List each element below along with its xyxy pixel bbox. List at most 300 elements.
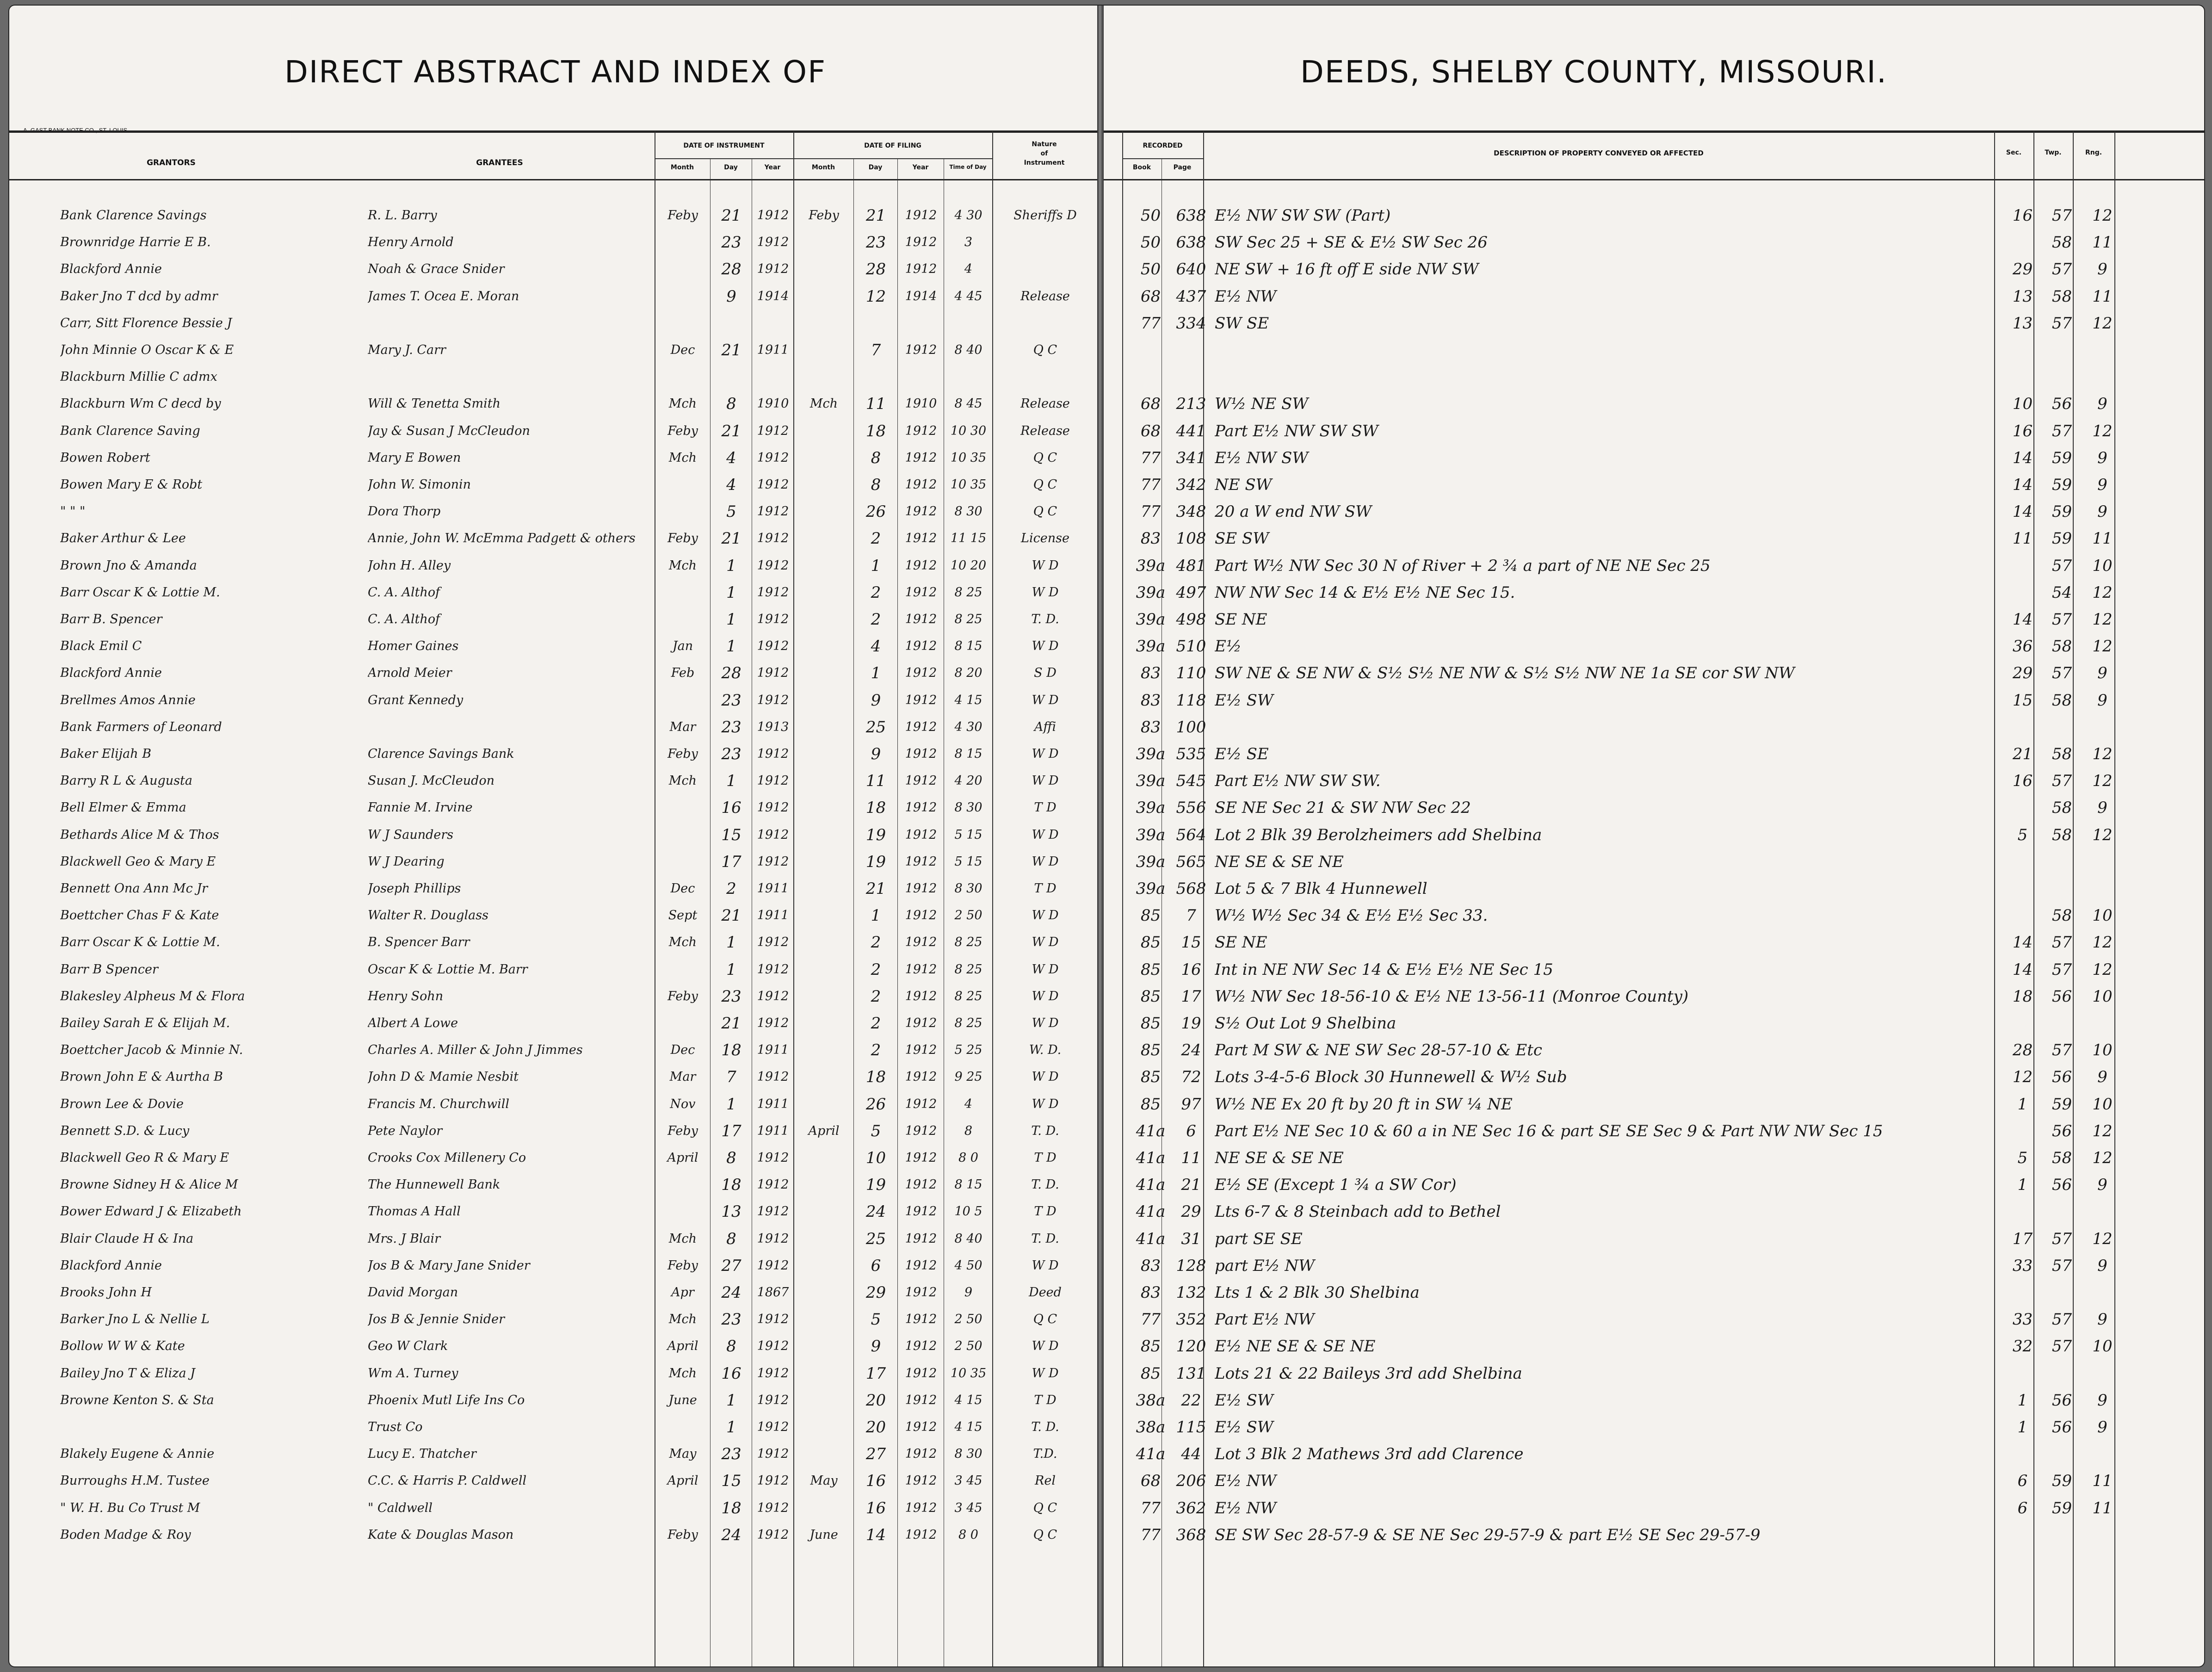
grantee-cell: Noah & Grace Snider [368, 262, 505, 277]
instrument-day-cell: 23 [721, 233, 741, 252]
page-cell: 362 [1176, 1499, 1206, 1517]
table-row [9, 1171, 2204, 1198]
filing-day-cell: 19 [865, 1176, 886, 1195]
page-cell: 568 [1176, 879, 1206, 898]
page-cell: 22 [1181, 1391, 1201, 1410]
recorded-header: RECORDED [1143, 142, 1183, 149]
book-cell: 39a [1136, 637, 1166, 656]
rng-cell: 10 [2092, 906, 2113, 925]
filing-month-cell: Mch [809, 396, 838, 411]
table-row [9, 1091, 2204, 1118]
twp-cell: 58 [2051, 906, 2072, 925]
filing-time-cell: 5 15 [954, 827, 982, 842]
twp-cell: 58 [2051, 825, 2072, 844]
table-row [9, 1468, 2204, 1494]
nature-cell: W D [1032, 693, 1059, 707]
twp-cell: 59 [2051, 1095, 2072, 1114]
description-cell: E½ NW SW SW (Part) [1215, 206, 1391, 225]
grantee-cell: Crooks Cox Millenery Co [368, 1151, 526, 1165]
nature-cell: Release [1020, 396, 1070, 411]
grantor-cell: Blackburn Wm C decd by [60, 396, 221, 411]
grantor-cell: Blackburn Millie C admx [60, 370, 217, 384]
table-row [9, 714, 2204, 741]
grantor-cell: Brown John E & Aurtha B [60, 1070, 223, 1084]
filing-day-cell: 4 [871, 637, 881, 656]
twp-cell: 59 [2051, 1499, 2072, 1517]
twp-cell: 57 [2051, 933, 2072, 952]
grantor-cell: Blair Claude H & Ina [60, 1231, 194, 1246]
table-row [9, 1279, 2204, 1306]
rng-cell: 9 [2097, 1256, 2107, 1275]
book-cell: 85 [1140, 933, 1161, 952]
book-cell: 77 [1140, 1525, 1161, 1544]
nature-cell: T D [1034, 1151, 1057, 1165]
instrument-year-cell: 1911 [757, 881, 789, 896]
filing-year-cell: 1914 [905, 289, 937, 303]
description-cell: E½ SW [1215, 1418, 1273, 1437]
twp-cell: 59 [2051, 502, 2072, 521]
filing-time-cell: 4 50 [954, 1258, 982, 1273]
description-cell: Int in NE NW Sec 14 & E½ E½ NE Sec 15 [1215, 960, 1553, 979]
instrument-month-cell: Mch [668, 558, 697, 573]
table-row [9, 229, 2204, 256]
sec-cell: 12 [2012, 1068, 2033, 1087]
rng-cell: 9 [2097, 691, 2107, 710]
filing-time-cell: 4 30 [954, 208, 982, 223]
instrument-day-cell: 1 [726, 1391, 736, 1410]
filing-year-cell: 1912 [905, 800, 937, 815]
grantor-cell: Boden Madge & Roy [60, 1527, 191, 1542]
filing-day-cell: 9 [871, 745, 881, 763]
sec-cell: 16 [2012, 421, 2033, 440]
sec-cell: 11 [2012, 529, 2033, 548]
header-rule [1104, 130, 2204, 133]
filing-day-cell: 29 [865, 1283, 886, 1302]
date-filing-header: DATE OF FILING [864, 142, 921, 149]
grantee-cell: Mary J. Carr [368, 343, 446, 357]
nature-cell: T D [1034, 800, 1057, 815]
grantee-cell: Clarence Savings Bank [368, 747, 514, 761]
page-cell: 29 [1181, 1202, 1201, 1221]
book-cell: 85 [1140, 1337, 1161, 1356]
filing-day-cell: 2 [871, 1014, 881, 1033]
filing-year-cell: 1912 [905, 1177, 937, 1192]
sec-header: Sec. [2006, 149, 2022, 156]
filing-day-cell: 12 [865, 287, 886, 306]
rng-cell: 12 [2092, 1121, 2113, 1140]
table-row [9, 498, 2204, 525]
instrument-day-cell: 24 [721, 1283, 741, 1302]
nature-cell: W D [1032, 1339, 1059, 1354]
table-row [9, 1387, 2204, 1414]
book-cell: 83 [1140, 1256, 1161, 1275]
grantor-cell: Blackford Annie [60, 262, 162, 277]
grantor-cell: " " " [60, 504, 86, 519]
twp-cell: 57 [2051, 206, 2072, 225]
page-cell: 556 [1176, 799, 1206, 817]
description-cell: Part E½ NW SW SW [1215, 421, 1378, 440]
grantee-cell: Henry Arnold [368, 235, 454, 250]
book-cell: 41a [1136, 1202, 1166, 1221]
table-row [9, 1226, 2204, 1252]
nature-cell: T. D. [1031, 1123, 1059, 1138]
grantor-cell: John Minnie O Oscar K & E [60, 343, 234, 357]
filing-day-cell: 18 [865, 1068, 886, 1087]
filing-year-cell: 1912 [905, 1043, 937, 1058]
instrument-year-cell: 1912 [757, 1339, 789, 1354]
filing-year-cell: 1912 [905, 881, 937, 896]
table-row [9, 1333, 2204, 1360]
filing-day-cell: 27 [865, 1445, 886, 1464]
instrument-year-cell: 1911 [757, 1096, 789, 1111]
filing-day-cell: 20 [865, 1391, 886, 1410]
instrument-year-cell: 1911 [757, 908, 789, 923]
description-cell: Lot 3 Blk 2 Mathews 3rd add Clarence [1215, 1445, 1524, 1464]
page-cell: 510 [1176, 637, 1206, 656]
sec-cell: 14 [2012, 933, 2033, 952]
instrument-month-cell: Mar [669, 719, 696, 734]
filing-year-cell: 1910 [905, 396, 937, 411]
description-cell: Part E½ NE Sec 10 & 60 a in NE Sec 16 & part SE SE Sec 9 & Part NW NW Sec 15 [1215, 1121, 1883, 1140]
grantor-cell: Brown Lee & Dovie [60, 1096, 184, 1111]
filing-time-cell: 11 15 [950, 531, 987, 546]
nature-cell: T. D. [1031, 612, 1059, 626]
twp-cell: 59 [2051, 529, 2072, 548]
sec-cell: 1 [2017, 1418, 2028, 1437]
description-cell: Part W½ NW Sec 30 N of River + 2 ¾ a part of NE NE Sec 25 [1215, 556, 1711, 575]
page-header: Page [1173, 164, 1192, 171]
table-row [9, 1252, 2204, 1279]
grantee-cell: Annie, John W. McEmma Padgett & others [368, 531, 636, 546]
filing-time-cell: 4 15 [954, 693, 982, 707]
filing-year-header: Year [912, 164, 929, 171]
filing-year-cell: 1912 [905, 774, 937, 788]
filing-year-cell: 1912 [905, 1016, 937, 1030]
nature-cell: Q C [1033, 1527, 1057, 1542]
grantor-cell: Brooks John H [60, 1285, 152, 1300]
table-row [9, 1064, 2204, 1090]
instrument-year-cell: 1912 [757, 423, 789, 438]
filing-time-cell: 8 40 [954, 343, 982, 357]
rng-cell: 9 [2097, 1310, 2107, 1329]
instrument-year-cell: 1912 [757, 1204, 789, 1219]
book-cell: 39a [1136, 610, 1166, 629]
grantee-cell: David Morgan [368, 1285, 458, 1300]
description-cell: W½ NW Sec 18-56-10 & E½ NE 13-56-11 (Monroe County) [1215, 987, 1689, 1006]
rng-cell: 12 [2092, 610, 2113, 629]
grantee-cell: Mrs. J Blair [368, 1231, 441, 1246]
instrument-day-cell: 23 [721, 987, 741, 1006]
filing-day-cell: 16 [865, 1499, 886, 1517]
sec-cell: 13 [2012, 314, 2033, 333]
grantee-cell: Kate & Douglas Mason [368, 1527, 514, 1542]
nature-cell: Release [1020, 289, 1070, 303]
grantor-cell: Browne Sidney H & Alice M [60, 1177, 238, 1192]
grantee-cell: Walter R. Douglass [368, 908, 488, 923]
table-row [9, 633, 2204, 660]
instrument-year-cell: 1912 [757, 1447, 789, 1461]
filing-time-cell: 8 30 [954, 504, 982, 519]
filing-year-cell: 1912 [905, 1393, 937, 1407]
filing-day-cell: 5 [871, 1310, 881, 1329]
page-cell: 348 [1176, 502, 1206, 521]
grantor-cell: Bowen Robert [60, 450, 150, 465]
book-cell: 83 [1140, 1283, 1161, 1302]
description-cell: Part M SW & NE SW Sec 28-57-10 & Etc [1215, 1041, 1542, 1060]
grantee-cell: " Caldwell [368, 1500, 433, 1515]
page-cell: 97 [1181, 1095, 1201, 1114]
twp-cell: 58 [2051, 1149, 2072, 1167]
twp-cell: 56 [2051, 395, 2072, 414]
twp-cell: 58 [2051, 691, 2072, 710]
grantee-cell: W J Saunders [368, 827, 454, 842]
instrument-year-cell: 1912 [757, 1312, 789, 1327]
description-cell: NW NW Sec 14 & E½ E½ NE Sec 15. [1215, 583, 1515, 602]
filing-month-cell: April [808, 1123, 840, 1138]
instrument-year-cell: 1912 [757, 1151, 789, 1165]
sec-cell: 5 [2017, 825, 2028, 844]
rng-cell: 10 [2092, 1095, 2113, 1114]
book-cell: 39a [1136, 879, 1166, 898]
table-row [9, 283, 2204, 310]
nature-cell: Rel [1035, 1474, 1056, 1488]
grantee-cell: Pete Naylor [368, 1123, 443, 1138]
filing-time-cell: 8 25 [954, 612, 982, 626]
nature-cell: W D [1032, 935, 1059, 950]
instrument-day-cell: 1 [726, 933, 736, 952]
table-row [9, 956, 2204, 983]
instrument-year-cell: 1912 [757, 558, 789, 573]
grantee-cell: C.C. & Harris P. Caldwell [368, 1474, 527, 1488]
grantor-cell: Barr Oscar K & Lottie M. [60, 935, 220, 950]
rng-cell: 10 [2092, 1041, 2113, 1060]
book-cell: 83 [1140, 664, 1161, 683]
grantee-cell: Francis M. Churchwill [368, 1096, 510, 1111]
grantor-cell: Blakely Eugene & Annie [60, 1447, 215, 1461]
instrument-year-cell: 1913 [757, 719, 789, 734]
rng-cell: 12 [2092, 1149, 2113, 1167]
filing-year-cell: 1912 [905, 719, 937, 734]
nature-cell: T D [1034, 1204, 1057, 1219]
grantor-cell: Bailey Jno T & Eliza J [60, 1366, 195, 1381]
instrument-month-cell: Jan [672, 639, 693, 654]
sec-cell: 36 [2012, 637, 2033, 656]
instrument-day-cell: 2 [726, 879, 736, 898]
filing-year-cell: 1912 [905, 935, 937, 950]
instrument-year-cell: 1912 [757, 585, 789, 600]
grantor-cell: Bell Elmer & Emma [60, 800, 186, 815]
filing-time-cell: 2 50 [954, 1339, 982, 1354]
filing-day-cell: 26 [865, 1095, 886, 1114]
filing-time-cell: 8 25 [954, 962, 982, 977]
filing-year-cell: 1912 [905, 343, 937, 357]
grantors-header: GRANTORS [147, 158, 196, 167]
page-cell: 638 [1176, 206, 1206, 225]
sec-cell: 29 [2012, 260, 2033, 279]
filing-month-cell: Feby [809, 208, 839, 223]
filing-day-cell: 2 [871, 583, 881, 602]
grantee-cell: Albert A Lowe [368, 1016, 458, 1030]
nature-cell: Q C [1033, 450, 1057, 465]
page-cell: 128 [1176, 1256, 1206, 1275]
description-cell: E½ SE (Except 1 ¾ a SW Cor) [1215, 1176, 1457, 1195]
book-cell: 41a [1136, 1445, 1166, 1464]
grantee-cell: Joseph Phillips [368, 881, 461, 896]
table-row [9, 364, 2204, 390]
filing-year-cell: 1912 [905, 235, 937, 250]
rng-cell: 9 [2097, 799, 2107, 817]
rng-cell: 12 [2092, 933, 2113, 952]
grantee-cell: B. Spencer Barr [368, 935, 470, 950]
instrument-day-cell: 23 [721, 1310, 741, 1329]
book-cell: 39a [1136, 852, 1166, 871]
nature-header-1: Nature [1032, 141, 1057, 148]
grantor-cell: Blackford Annie [60, 1258, 162, 1273]
filing-day-cell: 2 [871, 529, 881, 548]
header-rule [9, 130, 1097, 133]
description-cell: E½ SW [1215, 691, 1273, 710]
sec-cell: 17 [2012, 1229, 2033, 1248]
filing-time-cell: 4 15 [954, 1393, 982, 1407]
grantee-cell: Charles A. Miller & John J Jimmes [368, 1043, 583, 1058]
filing-day-cell: 21 [865, 206, 886, 225]
page-cell: 638 [1176, 233, 1206, 252]
grantor-cell: Barry R L & Augusta [60, 774, 192, 788]
rng-cell: 12 [2092, 1229, 2113, 1248]
instrument-year-cell: 1912 [757, 450, 789, 465]
sec-cell: 15 [2012, 691, 2033, 710]
grantor-cell: Bank Farmers of Leonard [60, 719, 222, 734]
filing-year-cell: 1912 [905, 693, 937, 707]
grantor-cell: Bennett Ona Ann Mc Jr [60, 881, 208, 896]
instrument-month-cell: May [669, 1447, 697, 1461]
nature-cell: W D [1032, 774, 1059, 788]
column-header-rule [1104, 179, 2204, 180]
book-cell: 68 [1140, 421, 1161, 440]
page-cell: 11 [1181, 1149, 1201, 1167]
nature-cell: Q C [1033, 504, 1057, 519]
grantee-cell: Jay & Susan J McCleudon [368, 423, 530, 438]
filing-day-cell: 16 [865, 1472, 886, 1491]
instrument-day-cell: 23 [721, 691, 741, 710]
description-cell: NE SE & SE NE [1215, 1149, 1344, 1167]
filing-day-cell: 6 [871, 1256, 881, 1275]
filing-year-cell: 1912 [905, 262, 937, 277]
nature-cell: W D [1032, 585, 1059, 600]
book-cell: 39a [1136, 825, 1166, 844]
sec-cell: 1 [2017, 1391, 2028, 1410]
instrument-year-cell: 1912 [757, 612, 789, 626]
filing-day-cell: 1 [871, 556, 881, 575]
page-cell: 341 [1176, 448, 1206, 467]
table-row [9, 1522, 2204, 1548]
table-row [9, 741, 2204, 768]
sec-cell: 14 [2012, 448, 2033, 467]
grantee-cell: R. L. Barry [368, 208, 437, 223]
twp-cell: 58 [2051, 745, 2072, 763]
instrument-month-cell: Feby [667, 1123, 698, 1138]
instrument-day-cell: 28 [721, 664, 741, 683]
book-cell: 38a [1136, 1391, 1166, 1410]
twp-cell: 58 [2051, 287, 2072, 306]
grantee-cell: Arnold Meier [368, 666, 452, 681]
instrument-year-cell: 1911 [757, 343, 789, 357]
book-cell: 50 [1140, 233, 1161, 252]
description-cell: W½ NE SW [1215, 395, 1309, 414]
instrument-day-cell: 17 [721, 852, 741, 871]
deed-index-book [8, 5, 2205, 1667]
filing-time-cell: 8 0 [958, 1151, 978, 1165]
book-cell: 41a [1136, 1121, 1166, 1140]
instrument-year-cell: 1912 [757, 1527, 789, 1542]
table-row [9, 983, 2204, 1010]
filing-year-cell: 1912 [905, 1231, 937, 1246]
page-cell: 206 [1176, 1472, 1206, 1491]
rng-cell: 9 [2097, 476, 2107, 494]
filing-time-cell: 8 25 [954, 585, 982, 600]
nature-cell: T. D. [1031, 1177, 1059, 1192]
filing-day-cell: 11 [865, 395, 886, 414]
page-cell: 441 [1176, 421, 1206, 440]
book-cell: 85 [1140, 960, 1161, 979]
instrument-day-cell: 9 [726, 287, 736, 306]
grantee-cell: Thomas A Hall [368, 1204, 461, 1219]
nature-cell: Deed [1029, 1285, 1062, 1300]
twp-cell: 57 [2051, 1256, 2072, 1275]
instrument-year-cell: 1912 [757, 1231, 789, 1246]
description-cell: part E½ NW [1215, 1256, 1315, 1275]
grantee-cell: Jos B & Jennie Snider [368, 1312, 505, 1327]
rng-cell: 10 [2092, 987, 2113, 1006]
page-cell: 16 [1181, 960, 1201, 979]
filing-day-cell: 19 [865, 852, 886, 871]
table-row [9, 1414, 2204, 1441]
grantees-header: GRANTEES [476, 158, 523, 167]
nature-cell: W. D. [1029, 1043, 1062, 1058]
filing-month-cell: June [809, 1527, 838, 1542]
instrument-year-cell: 1912 [757, 854, 789, 869]
nature-cell: T D [1034, 881, 1057, 896]
filing-day-header: Day [868, 164, 883, 171]
page-cell: 213 [1176, 395, 1206, 414]
sec-cell: 1 [2017, 1176, 2028, 1195]
book-cell: 85 [1140, 906, 1161, 925]
filing-day-cell: 18 [865, 799, 886, 817]
page-cell: 342 [1176, 476, 1206, 494]
filing-year-cell: 1912 [905, 827, 937, 842]
filing-time-cell: 8 25 [954, 1016, 982, 1030]
sec-cell: 33 [2012, 1310, 2033, 1329]
rng-cell: 12 [2092, 825, 2113, 844]
page-cell: 368 [1176, 1525, 1206, 1544]
instrument-year-cell: 1912 [757, 666, 789, 681]
instrument-month-cell: Mar [669, 1070, 696, 1084]
filing-day-cell: 17 [865, 1364, 886, 1383]
table-row [9, 1495, 2204, 1522]
table-row [9, 525, 2204, 552]
description-cell: SE NE [1215, 610, 1267, 629]
grantee-cell: Fannie M. Irvine [368, 800, 473, 815]
instrument-year-cell: 1912 [757, 827, 789, 842]
instrument-day-cell: 1 [726, 1418, 736, 1437]
table-row [9, 445, 2204, 471]
twp-cell: 57 [2051, 421, 2072, 440]
book-cell: 41a [1136, 1229, 1166, 1248]
table-row [9, 1118, 2204, 1145]
book-cell: 83 [1140, 529, 1161, 548]
book-cell: 77 [1140, 1499, 1161, 1517]
filing-year-cell: 1912 [905, 1070, 937, 1084]
